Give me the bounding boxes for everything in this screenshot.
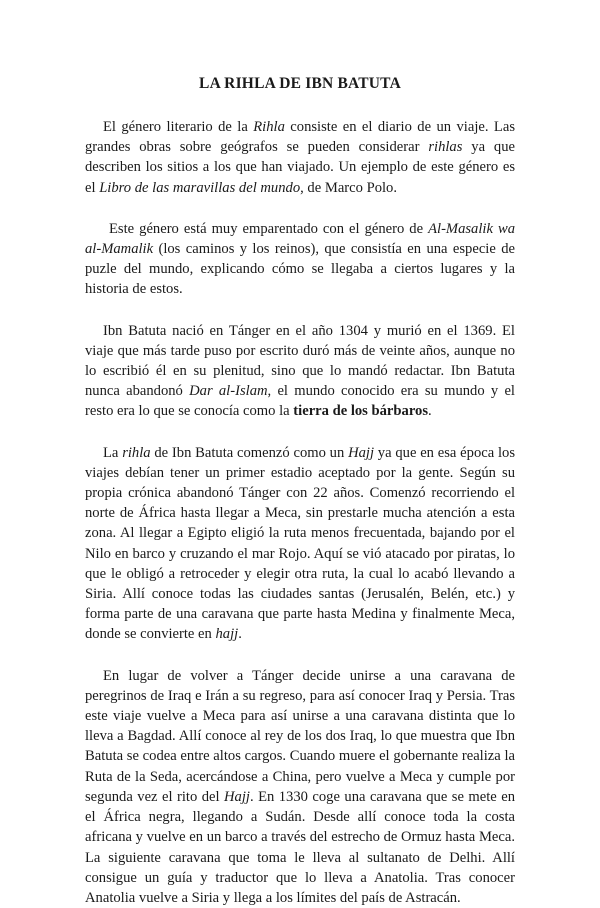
document-body — [85, 117, 515, 908]
italic-term: rihlas — [428, 139, 463, 156]
text-run: . En 1330 coge una caravana que se mete en el África negra, llegando a Sudán. Desde allí conoce toda la costa africana y vuelve en un barco a través del estrecho de Ormuz hasta Meca. La siguiente caravana que toma le lleva al sultanato de Delhi. Allí consigue un guía y traductor que lo lleva a Anatolia. Tras conocer Anatolia vuelve a Siria y llega a los límites del país de Astracán. — [85, 788, 515, 906]
text-run: ya que describen los sitios a los que han viajado. Un ejemplo de este género es el — [85, 139, 515, 196]
paragraph-4 — [85, 443, 515, 645]
text-run: En lugar de volver a Tánger decide unirse a una caravana de peregrinos de Iraq e Irán a su regreso, para así conocer Iraq y Persia. Tras este viaje vuelve a Meca para así unirse a una caravana distinta que lo lleva a Bagdad. Allí conoce al rey de los dos Iraq, lo que muestra que Ibn Batuta se codea entre altos cargos. Cuando muere el gobernante realiza la Ruta de la Seda, acercándose a China, pero vuelve a Meca y cumple por segunda vez el rito del — [85, 667, 515, 805]
paragraph-5 — [85, 666, 515, 908]
italic-term: Dar al-Islam — [189, 383, 268, 400]
text-run: consiste en el diario de un viaje. Las grandes obras sobre geógrafos se pueden considerar — [85, 119, 515, 156]
italic-term: Hajj — [224, 788, 250, 805]
bold-term: tierra de los bárbaros — [293, 403, 429, 420]
document-title: LA RIHLA DE IBN BATUTA — [199, 75, 401, 92]
paragraph-1 — [85, 117, 515, 198]
italic-term: Rihla — [253, 119, 285, 135]
text-run: ya que en esa época los viajes debían tener un primer estadio aceptado por la gente. Según su propia crónica abandonó Tánger con 22 años. Comenzó recorriendo el norte de África hasta llegar a Meca, sin prestarle mucha atención a esta zona. Al llegar a Egipto eligió la ruta menos frecuentada, bajando por el Nilo en barco y cruzando el mar Rojo. Aquí se vió atacado por piratas, lo que le obligó a retroceder y elegir otra ruta, la cual lo acabó llevando a Siria. Allí conoce todas las ciudades santas (Jerusalén, Belén, etc.) y forma parte de una caravana que parte hasta Medina y finalmente Meca, donde se convierte en — [85, 444, 516, 643]
text-run: , de Marco Polo. — [300, 179, 397, 196]
text-run: El género literario de la — [103, 119, 254, 135]
text-run: (los caminos y los reinos), que consistía en una especie de puzle del mundo, explicando cómo se llegaba a ciertos lugares y la historia de estos. — [85, 241, 515, 298]
paragraph-2 — [85, 219, 515, 300]
text-run: Este género está muy emparentado con el género de — [109, 220, 429, 237]
text-run: . — [428, 403, 432, 420]
italic-term: hajj — [215, 626, 239, 643]
text-run: de Ibn Batuta comenzó como un — [150, 444, 349, 461]
italic-term: rihla — [122, 444, 151, 461]
italic-term: Libro de las maravillas del mundo — [99, 179, 301, 196]
italic-term: Al-Masalik wa al-Mamalik — [85, 220, 515, 258]
text-run: . — [238, 626, 242, 643]
text-run: La — [103, 444, 123, 461]
italic-term: Hajj — [348, 444, 375, 461]
paragraph-3 — [85, 321, 515, 422]
text-run: Ibn Batuta nació en Tánger en el año 1304 y murió en el 1369. El viaje que más tarde puso por escrito duró más de veinte años, aunque no lo escribió él en su plenitud, sino que lo mandó redactar. Ibn Batuta nunca abandonó — [85, 322, 515, 400]
text-run: , el mundo conocido era su mundo y el resto era lo que se conocía como la — [85, 383, 515, 420]
